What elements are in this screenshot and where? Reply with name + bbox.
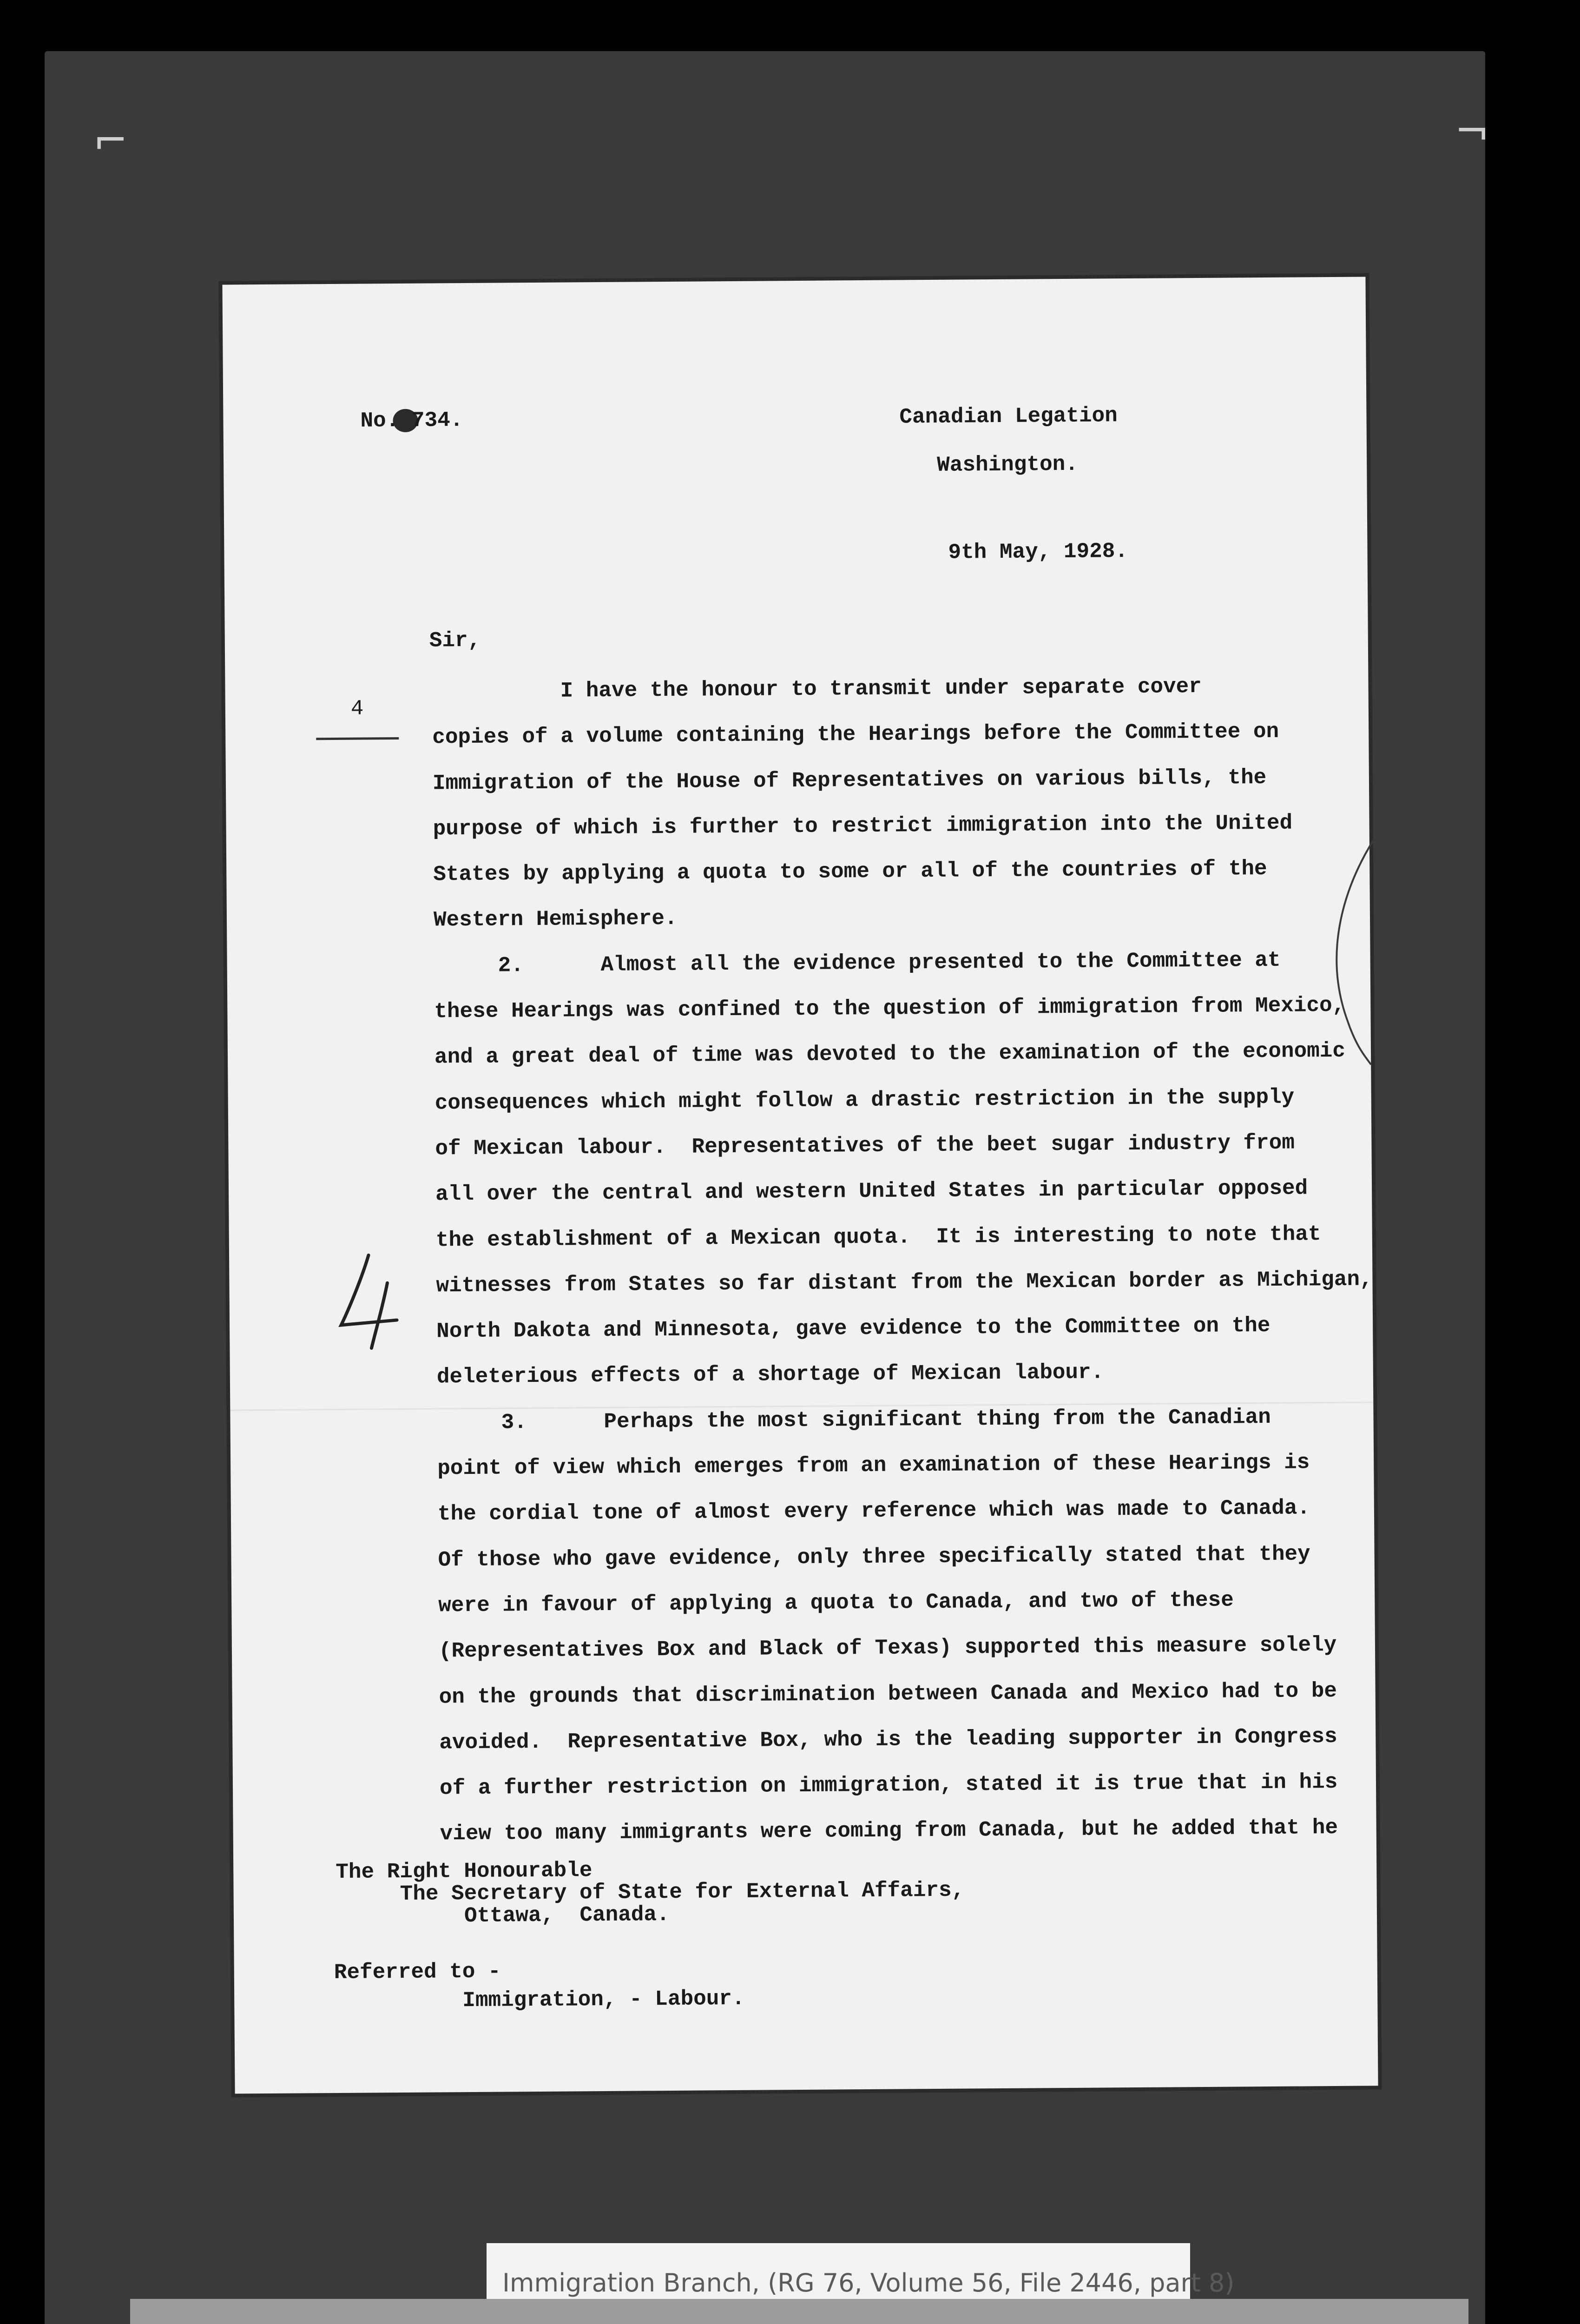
body-line: Of those who gave evidence, only three specifically stated that they bbox=[438, 1541, 1310, 1572]
body-line: North Dakota and Minnesota, gave evidence to the Committee on the bbox=[436, 1314, 1271, 1344]
salutation: Sir, bbox=[429, 628, 481, 653]
body-line: States by applying a quota to some or all of the countries of the bbox=[433, 857, 1267, 887]
body-line: of a further restriction on immigration, stated it is true that in his bbox=[439, 1770, 1338, 1801]
margin-rule bbox=[316, 737, 399, 740]
body-line: of Mexican labour. Representatives of the beet sugar industry from bbox=[435, 1130, 1295, 1161]
body-line: were in favour of applying a quota to Canada, and two of these bbox=[438, 1588, 1234, 1618]
body-line: I have the honour to transmit under separate cover bbox=[432, 674, 1202, 704]
body-line: avoided. Representative Box, who is the leading supporter in Congress bbox=[439, 1724, 1337, 1755]
letter-page bbox=[222, 277, 1378, 2093]
body-line: the cordial tone of almost every reference which was made to Canada. bbox=[437, 1496, 1310, 1526]
letter-date: 9th May, 1928. bbox=[948, 539, 1128, 565]
body-line: point of view which emerges from an examination of these Hearings is bbox=[437, 1450, 1310, 1481]
referral-line: Referred to - bbox=[334, 1959, 501, 1985]
body-line: all over the central and western United States in particular opposed bbox=[435, 1176, 1308, 1207]
body-line: view too many immigrants were coming from Canada, but he added that he bbox=[440, 1816, 1338, 1846]
body-line: Western Hemisphere. bbox=[433, 906, 678, 932]
registration-mark-left: ⌐ bbox=[93, 116, 128, 165]
sender-office: Canadian Legation bbox=[899, 403, 1118, 429]
reference-number: No. 734. bbox=[360, 408, 463, 433]
addressee-line: The Secretary of State for External Affairs, bbox=[336, 1878, 965, 1907]
addressee-line: Ottawa, Canada. bbox=[336, 1902, 670, 1929]
body-line: the establishment of a Mexican quota. It is interesting to note that bbox=[435, 1221, 1321, 1253]
handwritten-four-mark bbox=[336, 1250, 411, 1353]
referral-block bbox=[334, 1956, 745, 2016]
archive-label: Immigration Branch, (RG 76, Volume 56, File 2446, part 8) bbox=[487, 2243, 1190, 2322]
referral-line: Immigration, - Labour. bbox=[334, 1986, 745, 2014]
body-line: deleterious effects of a shortage of Mexican labour. bbox=[436, 1360, 1104, 1389]
body-line: on the grounds that discrimination between Canada and Mexico had to be bbox=[439, 1678, 1337, 1709]
body-line: Immigration of the House of Representatives on various bills, the bbox=[432, 765, 1267, 796]
body-line: and a great deal of time was devoted to the examination of the economic bbox=[434, 1039, 1346, 1070]
body-line: these Hearings was confined to the question of immigration from Mexico, bbox=[434, 993, 1345, 1024]
body-line: (Representatives Box and Black of Texas) supported this measure solely bbox=[438, 1633, 1337, 1664]
registration-mark-right: ¬ bbox=[1455, 107, 1490, 156]
body-line: 3. Perhaps the most significant thing from the Canadian bbox=[437, 1405, 1271, 1435]
letter-body bbox=[432, 663, 1373, 1857]
addressee-block bbox=[336, 1857, 965, 1928]
body-line: 2. Almost all the evidence presented to the Committee at bbox=[434, 948, 1281, 978]
stamp-backing bbox=[130, 2299, 1468, 2324]
pencil-margin-mark bbox=[1314, 834, 1380, 1067]
addressee-line: The Right Honourable bbox=[336, 1858, 592, 1885]
sender-city: Washington. bbox=[937, 452, 1079, 477]
body-line: copies of a volume containing the Hearings before the Committee on bbox=[432, 720, 1279, 750]
margin-number: 4 bbox=[350, 696, 364, 721]
body-line: witnesses from States so far distant from the Mexican border as Michigan, bbox=[436, 1267, 1373, 1298]
body-line: purpose of which is further to restrict immigration into the United bbox=[433, 811, 1293, 841]
body-line: consequences which might follow a drastic restriction in the supply bbox=[434, 1085, 1295, 1116]
